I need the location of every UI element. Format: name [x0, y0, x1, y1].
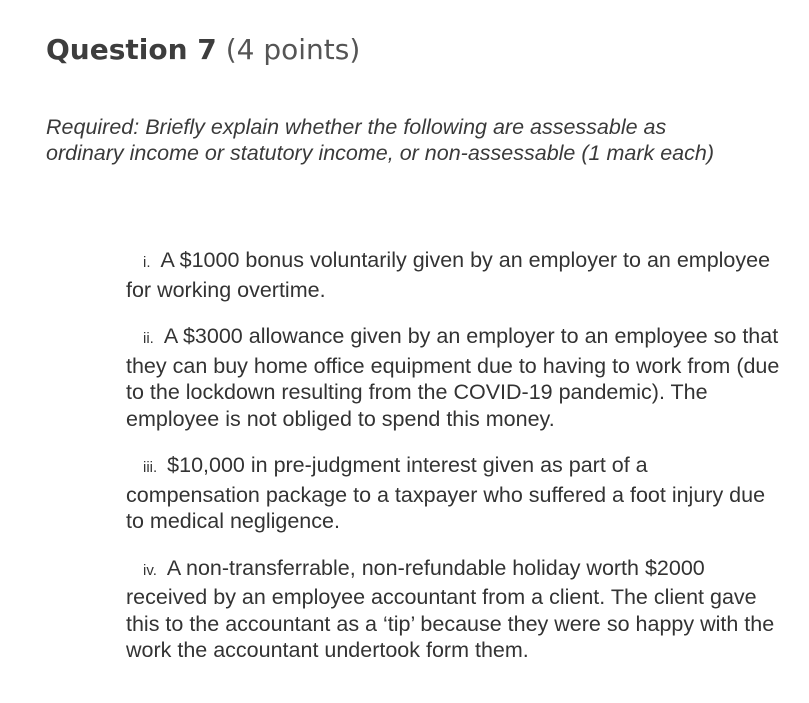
item-text: $10,000 in pre-judgment interest given as part of a compensation package to a taxpayer who suffered a foot injury due to medical negligence.: [126, 453, 766, 533]
question-item-ii: [126, 323, 786, 432]
item-text: A $3000 allowance given by an employer to an employee so that they can buy home office equipment due to having to work from (due to the lockdown resulting from the COVID-19 pandemic). The employee is not obliged to spend this money.: [126, 324, 780, 431]
question-item-iii: [126, 452, 786, 535]
question-item-iv: [126, 555, 786, 664]
question-item-i: [126, 247, 786, 303]
item-numeral: iv.: [143, 561, 157, 579]
question-header: [46, 30, 360, 70]
item-numeral: iii.: [143, 459, 158, 476]
question-title: Question 7: [46, 33, 217, 66]
question-instruction: Required: Briefly explain whether the following are assessable as ordinary income or statutory income, or non-assessable (1 mark each): [46, 115, 714, 165]
question-points: (4 points): [225, 33, 361, 66]
item-text: A $1000 bonus voluntarily given by an employer to an employee for working overtime.: [126, 248, 771, 302]
item-numeral: ii.: [143, 330, 154, 347]
item-numeral: i.: [143, 254, 151, 271]
question-items-list: [126, 247, 786, 664]
item-text: A non-transferrable, non-refundable holiday worth $2000 received by an employee accountant from a client. The client gave this to the accountant as a ‘tip’ because they were so happy with the work the accountant undertook form them.: [126, 555, 775, 662]
